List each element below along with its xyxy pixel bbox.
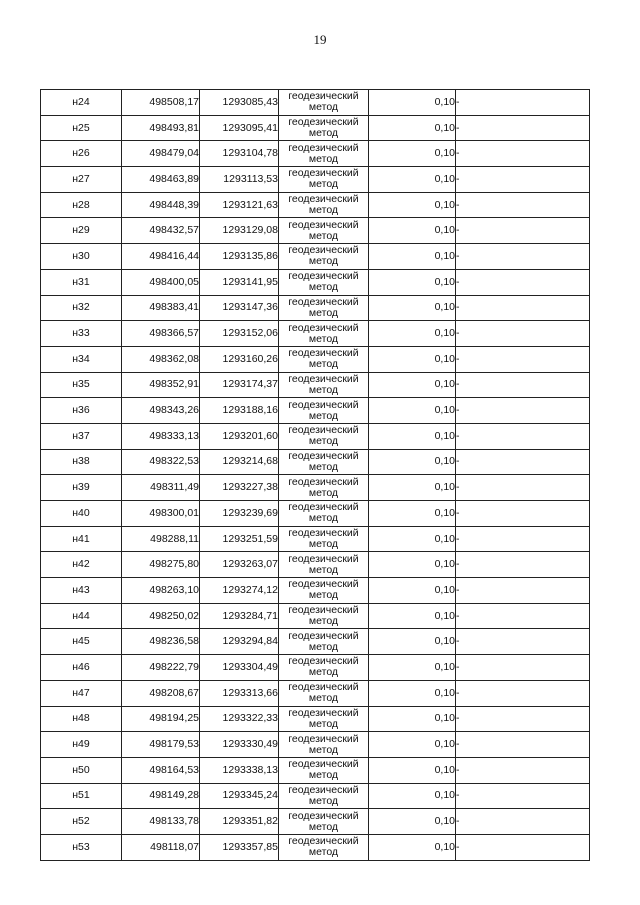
- method-cell: [279, 526, 369, 552]
- method-line-2: метод: [308, 486, 339, 499]
- x-coordinate-cell: 498448,39: [122, 192, 200, 218]
- y-coordinate-cell: 1293322,33: [200, 706, 279, 732]
- y-coordinate-cell: 1293188,16: [200, 398, 279, 424]
- point-cell: н32: [41, 295, 122, 321]
- method-line-1: геодезический: [288, 835, 359, 848]
- accuracy-cell: 0,10: [369, 655, 456, 681]
- method-line-2: метод: [308, 769, 339, 782]
- note-cell: -: [456, 269, 590, 295]
- method-cell: [279, 757, 369, 783]
- x-coordinate-cell: 498333,13: [122, 423, 200, 449]
- table-row: [41, 783, 590, 809]
- method-line-2: метод: [308, 640, 339, 653]
- point-cell: н34: [41, 346, 122, 372]
- y-coordinate-cell: 1293294,84: [200, 629, 279, 655]
- table-row: [41, 655, 590, 681]
- table-row: [41, 757, 590, 783]
- y-coordinate-cell: 1293227,38: [200, 475, 279, 501]
- point-cell: н48: [41, 706, 122, 732]
- y-coordinate-cell: 1293113,53: [200, 167, 279, 193]
- accuracy-cell: 0,10: [369, 218, 456, 244]
- accuracy-cell: 0,10: [369, 680, 456, 706]
- x-coordinate-cell: 498208,67: [122, 680, 200, 706]
- method-line-2: метод: [308, 281, 339, 294]
- method-cell: [279, 218, 369, 244]
- method-line-2: метод: [308, 460, 339, 473]
- method-line-1: геодезический: [288, 629, 359, 642]
- y-coordinate-cell: 1293095,41: [200, 115, 279, 141]
- accuracy-cell: 0,10: [369, 809, 456, 835]
- method-cell: [279, 398, 369, 424]
- accuracy-cell: 0,10: [369, 398, 456, 424]
- method-line-1: геодезический: [288, 347, 359, 360]
- table-row: [41, 449, 590, 475]
- table-row: [41, 398, 590, 424]
- y-coordinate-cell: 1293201,60: [200, 423, 279, 449]
- point-cell: н28: [41, 192, 122, 218]
- note-cell: -: [456, 757, 590, 783]
- y-coordinate-cell: 1293251,59: [200, 526, 279, 552]
- note-cell: -: [456, 167, 590, 193]
- accuracy-cell: 0,10: [369, 115, 456, 141]
- method-cell: [279, 552, 369, 578]
- method-cell: [279, 192, 369, 218]
- method-line-2: метод: [308, 666, 339, 679]
- point-cell: н46: [41, 655, 122, 681]
- x-coordinate-cell: 498194,25: [122, 706, 200, 732]
- accuracy-cell: 0,10: [369, 321, 456, 347]
- method-line-2: метод: [308, 127, 339, 140]
- y-coordinate-cell: 1293160,26: [200, 346, 279, 372]
- method-line-1: геодезический: [288, 424, 359, 437]
- x-coordinate-cell: 498416,44: [122, 244, 200, 270]
- method-line-1: геодезический: [288, 681, 359, 694]
- table-row: [41, 834, 590, 860]
- y-coordinate-cell: 1293104,78: [200, 141, 279, 167]
- note-cell: -: [456, 192, 590, 218]
- note-cell: -: [456, 629, 590, 655]
- x-coordinate-cell: 498275,80: [122, 552, 200, 578]
- method-line-2: метод: [308, 794, 339, 807]
- method-line-1: геодезический: [288, 475, 359, 488]
- y-coordinate-cell: 1293152,06: [200, 321, 279, 347]
- method-cell: [279, 732, 369, 758]
- note-cell: -: [456, 552, 590, 578]
- method-line-2: метод: [308, 204, 339, 217]
- note-cell: -: [456, 501, 590, 527]
- note-cell: -: [456, 655, 590, 681]
- accuracy-cell: 0,10: [369, 346, 456, 372]
- x-coordinate-cell: 498222,79: [122, 655, 200, 681]
- note-cell: -: [456, 398, 590, 424]
- note-cell: -: [456, 706, 590, 732]
- note-cell: -: [456, 783, 590, 809]
- x-coordinate-cell: 498133,78: [122, 809, 200, 835]
- point-cell: н33: [41, 321, 122, 347]
- y-coordinate-cell: 1293147,36: [200, 295, 279, 321]
- method-line-2: метод: [308, 332, 339, 345]
- x-coordinate-cell: 498432,57: [122, 218, 200, 244]
- method-line-1: геодезический: [288, 372, 359, 385]
- method-cell: [279, 501, 369, 527]
- method-line-1: геодезический: [288, 732, 359, 745]
- point-cell: н47: [41, 680, 122, 706]
- method-line-1: геодезический: [288, 604, 359, 617]
- accuracy-cell: 0,10: [369, 192, 456, 218]
- method-line-1: геодезический: [288, 758, 359, 771]
- x-coordinate-cell: 498288,11: [122, 526, 200, 552]
- accuracy-cell: 0,10: [369, 783, 456, 809]
- x-coordinate-cell: 498263,10: [122, 578, 200, 604]
- method-cell: [279, 603, 369, 629]
- accuracy-cell: 0,10: [369, 552, 456, 578]
- y-coordinate-cell: 1293330,49: [200, 732, 279, 758]
- point-cell: н29: [41, 218, 122, 244]
- table-row: [41, 244, 590, 270]
- point-cell: н44: [41, 603, 122, 629]
- method-cell: [279, 655, 369, 681]
- table-row: [41, 115, 590, 141]
- method-line-1: геодезический: [288, 809, 359, 822]
- method-line-2: метод: [308, 435, 339, 448]
- method-line-1: геодезический: [288, 655, 359, 668]
- method-line-2: метод: [308, 692, 339, 705]
- method-cell: [279, 629, 369, 655]
- point-cell: н36: [41, 398, 122, 424]
- accuracy-cell: 0,10: [369, 269, 456, 295]
- point-cell: н49: [41, 732, 122, 758]
- point-cell: н53: [41, 834, 122, 860]
- method-line-2: метод: [308, 409, 339, 422]
- method-cell: [279, 809, 369, 835]
- method-line-1: геодезический: [288, 783, 359, 796]
- accuracy-cell: 0,10: [369, 167, 456, 193]
- note-cell: -: [456, 732, 590, 758]
- point-cell: н24: [41, 90, 122, 116]
- y-coordinate-cell: 1293263,07: [200, 552, 279, 578]
- y-coordinate-cell: 1293351,82: [200, 809, 279, 835]
- method-line-2: метод: [308, 538, 339, 551]
- y-coordinate-cell: 1293135,86: [200, 244, 279, 270]
- table-row: [41, 90, 590, 116]
- table-row: [41, 578, 590, 604]
- accuracy-cell: 0,10: [369, 603, 456, 629]
- accuracy-cell: 0,10: [369, 526, 456, 552]
- accuracy-cell: 0,10: [369, 90, 456, 116]
- method-line-2: метод: [308, 846, 339, 859]
- x-coordinate-cell: 498508,17: [122, 90, 200, 116]
- point-cell: н51: [41, 783, 122, 809]
- method-cell: [279, 269, 369, 295]
- method-line-2: метод: [308, 178, 339, 191]
- point-cell: н37: [41, 423, 122, 449]
- note-cell: -: [456, 218, 590, 244]
- point-cell: н25: [41, 115, 122, 141]
- method-line-2: метод: [308, 229, 339, 242]
- method-line-2: метод: [308, 358, 339, 371]
- table-row: [41, 629, 590, 655]
- method-cell: [279, 834, 369, 860]
- note-cell: -: [456, 295, 590, 321]
- x-coordinate-cell: 498352,91: [122, 372, 200, 398]
- method-line-2: метод: [308, 152, 339, 165]
- point-cell: н27: [41, 167, 122, 193]
- method-cell: [279, 141, 369, 167]
- method-line-1: геодезический: [288, 193, 359, 206]
- point-cell: н26: [41, 141, 122, 167]
- point-cell: н42: [41, 552, 122, 578]
- accuracy-cell: 0,10: [369, 629, 456, 655]
- y-coordinate-cell: 1293338,13: [200, 757, 279, 783]
- point-cell: н30: [41, 244, 122, 270]
- method-cell: [279, 423, 369, 449]
- note-cell: -: [456, 526, 590, 552]
- note-cell: -: [456, 321, 590, 347]
- table-row: [41, 603, 590, 629]
- x-coordinate-cell: 498236,58: [122, 629, 200, 655]
- accuracy-cell: 0,10: [369, 732, 456, 758]
- point-cell: н35: [41, 372, 122, 398]
- accuracy-cell: 0,10: [369, 501, 456, 527]
- x-coordinate-cell: 498250,02: [122, 603, 200, 629]
- note-cell: -: [456, 449, 590, 475]
- method-line-2: метод: [308, 383, 339, 396]
- method-line-1: геодезический: [288, 141, 359, 154]
- x-coordinate-cell: 498479,04: [122, 141, 200, 167]
- table-row: [41, 423, 590, 449]
- method-line-2: метод: [308, 589, 339, 602]
- x-coordinate-cell: 498463,89: [122, 167, 200, 193]
- note-cell: -: [456, 90, 590, 116]
- point-cell: н38: [41, 449, 122, 475]
- table-row: [41, 501, 590, 527]
- note-cell: -: [456, 141, 590, 167]
- x-coordinate-cell: 498300,01: [122, 501, 200, 527]
- method-line-1: геодезический: [288, 321, 359, 334]
- y-coordinate-cell: 1293121,63: [200, 192, 279, 218]
- x-coordinate-cell: 498343,26: [122, 398, 200, 424]
- y-coordinate-cell: 1293357,85: [200, 834, 279, 860]
- method-cell: [279, 295, 369, 321]
- note-cell: -: [456, 809, 590, 835]
- method-line-1: геодезический: [288, 398, 359, 411]
- x-coordinate-cell: 498149,28: [122, 783, 200, 809]
- accuracy-cell: 0,10: [369, 757, 456, 783]
- method-cell: [279, 167, 369, 193]
- note-cell: -: [456, 244, 590, 270]
- x-coordinate-cell: 498322,53: [122, 449, 200, 475]
- accuracy-cell: 0,10: [369, 423, 456, 449]
- table-row: [41, 295, 590, 321]
- table-row: [41, 218, 590, 244]
- method-cell: [279, 115, 369, 141]
- method-line-1: геодезический: [288, 218, 359, 231]
- table-row: [41, 346, 590, 372]
- accuracy-cell: 0,10: [369, 834, 456, 860]
- method-cell: [279, 372, 369, 398]
- table-row: [41, 732, 590, 758]
- accuracy-cell: 0,10: [369, 706, 456, 732]
- point-cell: н41: [41, 526, 122, 552]
- point-cell: н45: [41, 629, 122, 655]
- method-cell: [279, 475, 369, 501]
- note-cell: -: [456, 346, 590, 372]
- accuracy-cell: 0,10: [369, 475, 456, 501]
- method-line-2: метод: [308, 717, 339, 730]
- method-cell: [279, 449, 369, 475]
- method-line-2: метод: [308, 512, 339, 525]
- point-cell: н50: [41, 757, 122, 783]
- note-cell: -: [456, 372, 590, 398]
- y-coordinate-cell: 1293174,37: [200, 372, 279, 398]
- note-cell: -: [456, 834, 590, 860]
- point-cell: н52: [41, 809, 122, 835]
- y-coordinate-cell: 1293304,49: [200, 655, 279, 681]
- method-line-2: метод: [308, 255, 339, 268]
- x-coordinate-cell: 498400,05: [122, 269, 200, 295]
- point-cell: н31: [41, 269, 122, 295]
- table-row: [41, 552, 590, 578]
- y-coordinate-cell: 1293313,66: [200, 680, 279, 706]
- point-cell: н40: [41, 501, 122, 527]
- y-coordinate-cell: 1293214,68: [200, 449, 279, 475]
- method-line-1: геодезический: [288, 527, 359, 540]
- method-line-1: геодезический: [288, 244, 359, 257]
- method-line-2: метод: [308, 743, 339, 756]
- method-line-1: геодезический: [288, 90, 359, 103]
- y-coordinate-cell: 1293239,69: [200, 501, 279, 527]
- method-line-1: геодезический: [288, 270, 359, 283]
- note-cell: -: [456, 475, 590, 501]
- method-cell: [279, 680, 369, 706]
- table-row: [41, 321, 590, 347]
- y-coordinate-cell: 1293085,43: [200, 90, 279, 116]
- method-line-1: геодезический: [288, 167, 359, 180]
- method-line-1: геодезический: [288, 578, 359, 591]
- y-coordinate-cell: 1293284,71: [200, 603, 279, 629]
- table-row: [41, 526, 590, 552]
- y-coordinate-cell: 1293274,12: [200, 578, 279, 604]
- note-cell: -: [456, 680, 590, 706]
- method-line-2: метод: [308, 820, 339, 833]
- note-cell: -: [456, 603, 590, 629]
- table-row: [41, 809, 590, 835]
- method-cell: [279, 578, 369, 604]
- method-cell: [279, 244, 369, 270]
- y-coordinate-cell: 1293345,24: [200, 783, 279, 809]
- table-row: [41, 269, 590, 295]
- table-row: [41, 372, 590, 398]
- x-coordinate-cell: 498179,53: [122, 732, 200, 758]
- note-cell: -: [456, 115, 590, 141]
- method-line-1: геодезический: [288, 116, 359, 129]
- point-cell: н39: [41, 475, 122, 501]
- method-line-2: метод: [308, 306, 339, 319]
- x-coordinate-cell: 498383,41: [122, 295, 200, 321]
- x-coordinate-cell: 498366,57: [122, 321, 200, 347]
- method-cell: [279, 321, 369, 347]
- x-coordinate-cell: 498164,53: [122, 757, 200, 783]
- accuracy-cell: 0,10: [369, 449, 456, 475]
- table-row: [41, 192, 590, 218]
- table-row: [41, 706, 590, 732]
- method-cell: [279, 706, 369, 732]
- table-row: [41, 141, 590, 167]
- table-row: [41, 167, 590, 193]
- accuracy-cell: 0,10: [369, 295, 456, 321]
- method-line-2: метод: [308, 615, 339, 628]
- page-number: 19: [313, 32, 327, 47]
- method-line-2: метод: [308, 101, 339, 114]
- accuracy-cell: 0,10: [369, 578, 456, 604]
- x-coordinate-cell: 498311,49: [122, 475, 200, 501]
- method-cell: [279, 90, 369, 116]
- method-line-1: геодезический: [288, 552, 359, 565]
- accuracy-cell: 0,10: [369, 372, 456, 398]
- method-cell: [279, 346, 369, 372]
- y-coordinate-cell: 1293129,08: [200, 218, 279, 244]
- table-row: [41, 680, 590, 706]
- method-line-1: геодезический: [288, 295, 359, 308]
- accuracy-cell: 0,10: [369, 141, 456, 167]
- note-cell: -: [456, 423, 590, 449]
- point-cell: н43: [41, 578, 122, 604]
- method-line-1: геодезический: [288, 706, 359, 719]
- coordinates-table: [40, 89, 590, 861]
- method-cell: [279, 783, 369, 809]
- x-coordinate-cell: 498362,08: [122, 346, 200, 372]
- x-coordinate-cell: 498493,81: [122, 115, 200, 141]
- x-coordinate-cell: 498118,07: [122, 834, 200, 860]
- note-cell: -: [456, 578, 590, 604]
- method-line-1: геодезический: [288, 501, 359, 514]
- method-line-1: геодезический: [288, 449, 359, 462]
- coordinates-table-body: [41, 90, 590, 861]
- method-line-2: метод: [308, 563, 339, 576]
- table-row: [41, 475, 590, 501]
- accuracy-cell: 0,10: [369, 244, 456, 270]
- y-coordinate-cell: 1293141,95: [200, 269, 279, 295]
